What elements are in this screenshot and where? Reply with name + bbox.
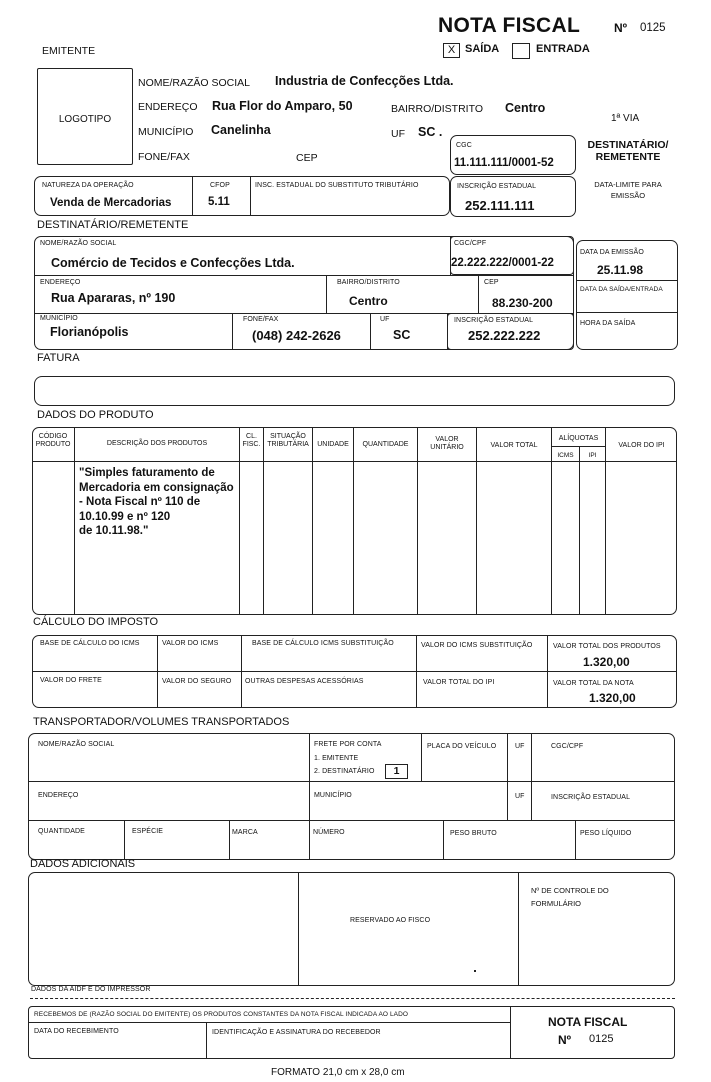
- descricao-line: 10.10.99 e nº 120: [79, 510, 171, 523]
- dest-municipio: Florianópolis: [50, 325, 129, 339]
- frete-opt2: 2. DESTINATÁRIO: [314, 768, 375, 775]
- dest-fone: (048) 242-2626: [252, 328, 341, 343]
- dest-bairro-label: BAIRRO/DISTRITO: [337, 279, 400, 286]
- nota-fiscal-title: NOTA FISCAL: [438, 14, 581, 37]
- peso-liquido-label: PESO LÍQUIDO: [580, 830, 632, 837]
- descricao-line: de 10.11.98.": [79, 525, 149, 537]
- data-limite-label: DATA-LIMITE PARA EMISSÃO: [594, 180, 662, 200]
- descricao-line: - Nota Fiscal nº 110 de: [79, 496, 201, 508]
- destinatario-section: DESTINATÁRIO/REMETENTE: [37, 219, 189, 231]
- dest-cgc-label: CGC/CPF: [454, 240, 487, 247]
- th-valor-ipi: VALOR DO IPI: [618, 442, 665, 449]
- emitente-uf: SC .: [418, 125, 443, 139]
- dest-nome-label: NOME/RAZÃO SOCIAL: [40, 240, 117, 247]
- entrada-label: ENTRADA: [536, 43, 590, 55]
- aidf-label: DADOS DA AIDF E DO IMPRESSOR: [31, 986, 151, 993]
- descricao-line: Mercadoria em consignação: [79, 481, 234, 494]
- valor-icms-subst-label: VALOR DO ICMS SUBSTITUIÇÃO: [421, 642, 533, 649]
- data-emissao: 25.11.98: [597, 263, 644, 277]
- cgc-value: 11.111.111/0001-52: [454, 157, 554, 169]
- especie-label: ESPÉCIE: [132, 828, 164, 835]
- th-valor-total: VALOR TOTAL: [490, 442, 538, 449]
- th-descricao: DESCRIÇÃO DOS PRODUTOS: [106, 440, 208, 447]
- dest-uf: SC: [393, 328, 411, 342]
- emitente-endereco-label: ENDEREÇO: [138, 101, 198, 113]
- dest-insc-label: INSCRIÇÃO ESTADUAL: [454, 317, 534, 324]
- insc-estadual-box: [450, 176, 576, 217]
- cfop-value: 5.11: [208, 196, 230, 208]
- logotipo-box: [37, 68, 133, 165]
- transportador-section: TRANSPORTADOR/VOLUMES TRANSPORTADOS: [33, 716, 290, 728]
- dest-municipio-label: MUNICÍPIO: [40, 315, 78, 322]
- emitente-nome: Industria de Confecções Ltda.: [275, 74, 454, 88]
- transp-cgc-label: CGC/CPF: [551, 743, 584, 750]
- dest-nome: Comércio de Tecidos e Confecções Ltda.: [51, 256, 295, 270]
- transp-endereco-label: ENDEREÇO: [38, 792, 79, 799]
- dest-cep-label: CEP: [484, 279, 499, 286]
- th-situacao: SITUAÇÃO TRIBUTÁRIA: [267, 433, 309, 448]
- adicionais-section: DADOS ADICIONAIS: [30, 858, 136, 870]
- transp-municipio-label: MUNICÍPIO: [314, 792, 352, 799]
- formato-label: FORMATO 21,0 cm x 28,0 cm: [271, 1067, 405, 1078]
- peso-bruto-label: PESO BRUTO: [450, 830, 497, 837]
- produtos-section: DADOS DO PRODUTO: [37, 409, 154, 421]
- controle-label: Nº DE CONTROLE DO FORMULÁRIO: [531, 886, 609, 908]
- data-recebimento-label: DATA DO RECEBIMENTO: [34, 1028, 119, 1035]
- dest-uf-label: UF: [380, 316, 390, 323]
- th-icms: ICMS: [557, 452, 574, 459]
- emitente-label: EMITENTE: [42, 45, 96, 57]
- transp-uf-label: UF: [515, 743, 525, 750]
- natureza-value: Venda de Mercadorias: [50, 197, 172, 209]
- via-label: 1ª VIA: [611, 113, 640, 124]
- total-nota-value: 1.320,00: [589, 691, 636, 705]
- transp-nome-label: NOME/RAZÃO SOCIAL: [38, 741, 115, 748]
- marca-label: MARCA: [232, 829, 258, 836]
- base-icms-label: BASE DE CÁLCULO DO ICMS: [40, 640, 140, 647]
- th-quantidade: QUANTIDADE: [362, 441, 409, 448]
- th-codigo: CÓDIGO PRODUTO: [35, 433, 71, 448]
- identificacao-label: IDENTIFICAÇÃO E ASSINATURA DO RECEBEDOR: [212, 1029, 381, 1036]
- outras-despesas-label: OUTRAS DESPESAS ACESSÓRIAS: [245, 678, 364, 685]
- th-unidade: UNIDADE: [317, 441, 349, 448]
- dest-rem-label: DESTINATÁRIO/ REMETENTE: [587, 139, 669, 163]
- recebemos-label: RECEBEMOS DE (RAZÃO SOCIAL DO EMITENTE) OS PRODUTOS CONSTANTES DA NOTA FISCAL INDICADA AO LADO: [34, 1011, 409, 1018]
- dest-endereco-label: ENDEREÇO: [40, 279, 81, 286]
- dest-fone-label: FONE/FAX: [243, 316, 279, 323]
- canhoto-numero-label: Nº: [558, 1033, 572, 1047]
- placa-label: PLACA DO VEÍCULO: [427, 743, 497, 750]
- insc-estadual-label: INSCRIÇÃO ESTADUAL: [457, 183, 537, 190]
- dot-mark: [474, 970, 476, 972]
- numero-vol-label: NÚMERO: [313, 829, 345, 836]
- cgc-box: [450, 135, 576, 175]
- valor-frete-label: VALOR DO FRETE: [40, 677, 102, 684]
- dest-cep: 88.230-200: [492, 296, 553, 310]
- logotipo-label: LOGOTIPO: [58, 114, 112, 125]
- valor-seguro-label: VALOR DO SEGURO: [162, 678, 232, 685]
- data-emissao-label: DATA DA EMISSÃO: [580, 249, 644, 256]
- emitente-municipio-label: MUNICÍPIO: [138, 126, 194, 138]
- valor-icms-label: VALOR DO ICMS: [162, 640, 219, 647]
- produto-descricao: [79, 466, 234, 539]
- descricao-line: "Simples faturamento de: [79, 467, 215, 479]
- quantidade-label: QUANTIDADE: [38, 828, 85, 835]
- imposto-section: CÁLCULO DO IMPOSTO: [33, 616, 159, 628]
- numero-label: Nº: [614, 21, 628, 35]
- cgc-label: CGC: [456, 142, 472, 149]
- insc-estadual-value: 252.111.111: [465, 198, 535, 213]
- saida-label: SAÍDA: [465, 43, 500, 55]
- valor-ipi-label: VALOR TOTAL DO IPI: [423, 679, 495, 686]
- emitente-bairro-label: BAIRRO/DISTRITO: [391, 103, 483, 115]
- dest-endereco: Rua Apararas, nº 190: [51, 291, 176, 305]
- total-produtos-value: 1.320,00: [583, 655, 630, 669]
- emitente-bairro: Centro: [505, 101, 546, 115]
- emitente-uf-label: UF: [391, 128, 405, 140]
- th-cl-fisc: CL. FISC.: [242, 433, 261, 448]
- frete-value-box[interactable]: 1: [385, 764, 408, 779]
- canhoto-title: NOTA FISCAL: [548, 1015, 628, 1029]
- canhoto-numero: 0125: [589, 1033, 614, 1045]
- base-icms-subst-label: BASE DE CÁLCULO ICMS SUBSTITUIÇÃO: [252, 640, 394, 647]
- emitente-fone-label: FONE/FAX: [138, 151, 190, 163]
- total-produtos-label: VALOR TOTAL DOS PRODUTOS: [553, 643, 661, 650]
- dashed-separator: [30, 998, 675, 999]
- dest-cgc: 22.222.222/0001-22: [451, 257, 554, 269]
- fatura-section: FATURA: [37, 352, 80, 364]
- cfop-label: CFOP: [210, 182, 230, 189]
- saida-checkbox[interactable]: X: [443, 43, 460, 58]
- data-saida-label: DATA DA SAÍDA/ENTRADA: [580, 286, 663, 293]
- emitente-nome-label: NOME/RAZÃO SOCIAL: [138, 77, 251, 89]
- insc-subst-label: INSC. ESTADUAL DO SUBSTITUTO TRIBUTÁRIO: [255, 182, 419, 189]
- emitente-municipio: Canelinha: [211, 123, 271, 137]
- hora-saida-label: HORA DA SAÍDA: [580, 320, 636, 327]
- total-nota-label: VALOR TOTAL DA NOTA: [553, 680, 634, 687]
- reservado-fisco-label: RESERVADO AO FISCO: [350, 917, 431, 924]
- frete-label: FRETE POR CONTA: [314, 741, 382, 748]
- emitente-endereco: Rua Flor do Amparo, 50: [212, 99, 353, 113]
- natureza-label: NATUREZA DA OPERAÇÃO: [42, 182, 134, 189]
- th-valor-unit: VALOR UNITÁRIO: [430, 436, 464, 451]
- entrada-checkbox[interactable]: [512, 43, 530, 59]
- dest-bairro: Centro: [349, 294, 388, 308]
- frete-opt1: 1. EMITENTE: [314, 755, 359, 762]
- th-aliquotas: ALÍQUOTAS: [558, 435, 599, 442]
- fatura-box: [34, 376, 675, 406]
- emitente-cep-label: CEP: [296, 152, 318, 164]
- transp-insc-label: INSCRIÇÃO ESTADUAL: [551, 794, 631, 801]
- numero-value: 0125: [640, 22, 666, 34]
- th-ipi: IPI: [588, 452, 597, 459]
- transp-uf2-label: UF: [515, 793, 525, 800]
- dest-insc: 252.222.222: [468, 328, 541, 343]
